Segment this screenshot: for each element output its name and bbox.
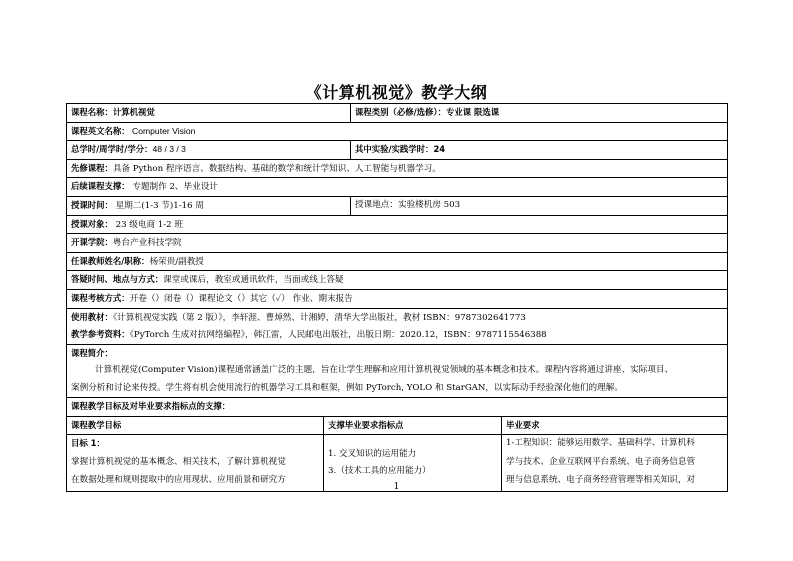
row-hours — [67, 141, 728, 160]
document-title: 《计算机视觉》教学大纲 — [305, 83, 488, 102]
row-teacher — [67, 252, 728, 271]
row-qa — [67, 271, 728, 290]
class-time-cell: 授课时间： 星期二(1-3 节)1-16 周 — [67, 196, 351, 215]
english-name-cell: 课程英文名称： Computer Vision — [67, 122, 728, 141]
textbook-line: 使用教材：《计算机视觉实践（第 2 版）》，李轩涯、曹焯然、计湘婷，清华大学出版社，教材 ISBN：9787302641773 — [71, 311, 526, 323]
row-audience — [67, 215, 728, 234]
row-materials — [67, 308, 728, 344]
materials-cell — [67, 308, 728, 344]
course-name-cell: 课程名称：计算机视觉 — [67, 104, 351, 123]
row-intro — [67, 344, 728, 398]
follow-up-cell: 后续课程支撑： 专题制作 2、毕业设计 — [67, 178, 728, 197]
teacher-cell: 任课教师姓名/职称：杨荣贵/副教授 — [67, 252, 728, 271]
row-objectives-heading — [67, 398, 728, 417]
lab-hours-cell: 其中实验/实践学时：24 — [351, 141, 728, 160]
syllabus-table — [66, 103, 728, 492]
intro-line-2: 案例分析和讨论来传授。学生将有机会使用流行的机器学习工具和框架，例如 PyTorch, YOLO 和 StarGAN，以实际动手经验深化他们的理解。 — [71, 382, 623, 393]
header-indicator: 支撑毕业要求指标点 — [324, 416, 502, 435]
reference-line: 教学参考资料：《PyTorch 生成对抗网络编程》，韩江雷，人民邮电出版社，出版日期：2020.12，ISBN：9787115546388 — [71, 329, 547, 341]
intro-heading: 课程简介： — [71, 347, 113, 358]
row-english-name — [67, 122, 728, 141]
row-class-time — [67, 196, 728, 215]
goal-cell: 目标 1： 掌握计算机视觉的基本概念、相关技术，了解计算机视觉 在数据处理和规则提取中的应用现状、应用前景和研究方 — [67, 435, 324, 492]
row-course-name — [67, 104, 728, 123]
intro-cell — [67, 344, 728, 398]
class-location-cell: 授课地点：实验楼机房 503 — [351, 196, 728, 215]
header-goal: 课程教学目标 — [67, 416, 324, 435]
row-prerequisite — [67, 159, 728, 178]
hours-cell: 总学时/周学时/学分：48 / 3 / 3 — [67, 141, 351, 160]
row-assessment — [67, 289, 728, 308]
assessment-cell: 课程考核方式：开卷（）闭卷（）课程论文（）其它（✓） 作业、期末报告 — [67, 289, 728, 308]
row-college — [67, 234, 728, 253]
header-requirement: 毕业要求 — [502, 416, 728, 435]
page-number: 1 — [393, 482, 400, 492]
indicator-cell: 1. 交叉知识的运用能力 3.（技术工具的应用能力） — [324, 435, 502, 492]
college-cell: 开课学院：粤台产业科技学院 — [67, 234, 728, 253]
requirement-cell: 1-工程知识：能够运用数学、基础科学、计算机科 学与技术、企业互联网平台系统、电子商务信息管 理与信息系统、电子商务经营管理等相关知识，对 — [502, 435, 728, 492]
objectives-header-row — [67, 416, 728, 435]
intro-line-1: 计算机视觉(Computer Vision)课程通常涵盖广泛的主题，旨在让学生理解和应用计算机视觉领域的基本概念和技术。课程内容将通过讲座、实际项目、 — [95, 365, 674, 376]
qa-cell: 答疑时间、地点与方式：课堂或课后，教室或通讯软件，当面或线上答疑 — [67, 271, 728, 290]
audience-cell: 授课对象： 23 级电商 1-2 班 — [67, 215, 728, 234]
objectives-heading-cell: 课程教学目标及对毕业要求指标点的支撑： — [67, 398, 728, 417]
course-type-cell: 课程类别（必修/选修）：专业课 限选课 — [351, 104, 728, 123]
row-follow-up — [67, 178, 728, 197]
prerequisite-cell: 先修课程：具备 Python 程序语言、数据结构、基础的数学和统计学知识、人工智能与机器学习。 — [67, 159, 728, 178]
